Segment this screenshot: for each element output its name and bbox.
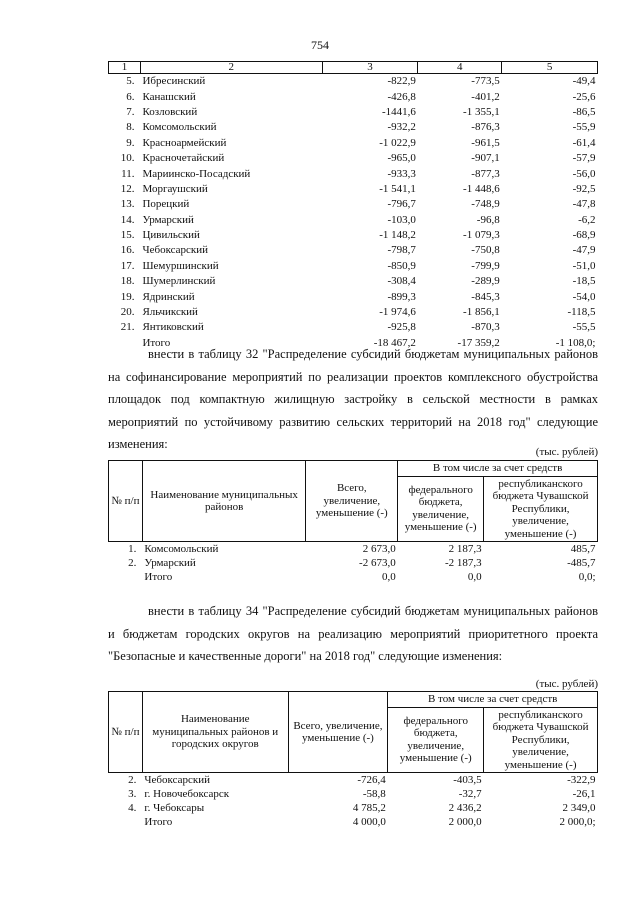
district-name: Мариинско-Посадский [142, 167, 251, 180]
header-name: Наименование муниципальных районов и городских округов [142, 692, 288, 773]
value-federal: -1 448,6 [463, 182, 500, 195]
value-republic: -18,5 [572, 275, 596, 288]
value-federal: -32,7 [458, 788, 482, 800]
district-name: Красноармейский [142, 136, 227, 149]
value-republic: -118,5 [567, 306, 596, 319]
header-name: Наименование муниципальных районов [142, 461, 306, 542]
district-name: Ибресинский [142, 75, 206, 88]
value-federal: -877,3 [471, 167, 500, 180]
value-total: -1 022,9 [379, 136, 416, 149]
district-name: Моргаушский [142, 182, 208, 195]
value-total: -1 148,2 [379, 229, 416, 242]
table-row [109, 289, 598, 304]
district-name: Шемуршинский [142, 259, 219, 272]
table-row [109, 801, 598, 815]
value-total: -18 467,2 [373, 336, 416, 349]
table-continuation [108, 61, 598, 351]
paragraph-table-32 [108, 343, 598, 456]
table-header-row [109, 62, 598, 74]
district-name: Итого [142, 336, 171, 349]
row-number: 8. [126, 121, 135, 134]
column-header: 2 [140, 62, 322, 74]
value-federal: -1 355,1 [463, 105, 500, 118]
paragraph-table-34 [108, 600, 598, 668]
row-number: 1. [128, 543, 137, 555]
row-number: 2. [128, 557, 137, 569]
value-republic: -55,9 [572, 121, 596, 134]
district-name: Канашский [142, 90, 196, 103]
column-header: 3 [322, 62, 418, 74]
header-republic: республиканского бюджета Чувашской Республики, увеличение, уменьшение (-) [484, 707, 598, 773]
value-republic: -86,5 [572, 105, 596, 118]
value-federal: -1 856,1 [463, 306, 500, 319]
district-name: Комсомольский [144, 543, 219, 555]
value-total: -308,4 [387, 275, 416, 288]
value-republic: 2 000,0; [559, 816, 596, 828]
table-row [109, 213, 598, 228]
value-total: -426,8 [387, 90, 416, 103]
table-row [109, 320, 598, 335]
value-total: -965,0 [387, 152, 416, 165]
value-federal: 2 000,0 [448, 816, 482, 828]
value-federal: 2 436,2 [448, 802, 482, 814]
district-name: Урмарский [142, 213, 194, 226]
table-row [109, 556, 598, 570]
district-name: г. Чебоксары [144, 802, 205, 814]
value-republic: -49,4 [572, 75, 596, 88]
row-number [109, 815, 143, 829]
row-number: 12. [120, 182, 135, 195]
district-name: Яльчикский [142, 306, 198, 319]
table-row [109, 815, 598, 829]
row-number: 2. [128, 774, 137, 786]
row-number: 21. [120, 321, 135, 334]
value-federal: -403,5 [453, 774, 482, 786]
value-total: -726,4 [357, 774, 386, 786]
district-name: Итого [144, 571, 173, 583]
value-republic: 485,7 [570, 543, 596, 555]
value-republic: -51,0 [572, 259, 596, 272]
value-total: -850,9 [387, 259, 416, 272]
table-row [109, 197, 598, 212]
value-federal: -876,3 [471, 121, 500, 134]
value-federal: 0,0 [467, 571, 482, 583]
value-federal: -289,9 [471, 275, 500, 288]
value-total: -1441,6 [381, 105, 416, 118]
header-federal: федерального бюджета, увеличение, уменьшение (-) [388, 707, 484, 773]
row-number [109, 570, 143, 584]
district-name: Козловский [142, 105, 198, 118]
header-number: № п/п [109, 692, 143, 773]
value-republic: -6,2 [578, 213, 596, 226]
value-federal: -961,5 [471, 136, 500, 149]
row-number: 6. [126, 90, 135, 103]
table-row [109, 74, 598, 90]
value-total: 2 673,0 [362, 543, 396, 555]
value-total: -822,9 [387, 75, 416, 88]
row-number: 13. [120, 198, 135, 211]
table-row [109, 151, 598, 166]
value-federal: -799,9 [471, 259, 500, 272]
row-number: 11. [121, 167, 135, 180]
district-name: Ядринский [142, 290, 195, 303]
row-number: 16. [120, 244, 135, 257]
row-number: 3. [128, 788, 137, 800]
district-name: Урмарский [144, 557, 196, 569]
value-federal: -845,3 [471, 290, 500, 303]
units-label: (тыс. рублей) [535, 446, 598, 458]
value-republic: -25,6 [572, 90, 596, 103]
table-row [109, 182, 598, 197]
header-republic: республиканского бюджета Чувашской Республики, увеличение, уменьшение (-) [484, 476, 598, 542]
value-federal: -750,8 [471, 244, 500, 257]
paragraph-text: внести в таблицу 32 "Распределение субсидий бюджетам муниципальных районов на софинансирование мероприятий по реализации проектов комплексного обустройства площадок под компактную жилищную застройку в сельской местности в рамках мероприятий по устойчивому развитию сельских территорий на 2018 год" следующие изменения: [108, 347, 598, 451]
header-group: В том числе за счет средств [398, 461, 598, 477]
value-republic: -54,0 [572, 290, 596, 303]
table-row [109, 89, 598, 104]
value-republic: 0,0; [578, 571, 596, 583]
table-row [109, 570, 598, 584]
value-republic: -61,4 [572, 136, 596, 149]
value-federal: -1 079,3 [463, 229, 500, 242]
district-name: Чебоксарский [144, 774, 210, 786]
district-name: г. Новочебоксарск [144, 788, 230, 800]
table-34-changes [108, 691, 598, 829]
value-total: -933,3 [387, 167, 416, 180]
table-row [109, 773, 598, 788]
value-republic: -26,1 [572, 788, 596, 800]
value-federal: -2 187,3 [444, 557, 482, 569]
row-number: 5. [126, 75, 135, 88]
district-name: Красночетайский [142, 152, 225, 165]
value-federal: -907,1 [471, 152, 500, 165]
row-number: 9. [126, 136, 135, 149]
district-name: Комсомольский [142, 121, 217, 134]
table-row [109, 274, 598, 289]
row-number: 10. [120, 152, 135, 165]
table-row [109, 166, 598, 181]
value-total: -932,2 [387, 121, 416, 134]
value-total: -103,0 [387, 213, 416, 226]
district-name: Чебоксарский [142, 244, 209, 257]
value-republic: -56,0 [572, 167, 596, 180]
table-row [109, 120, 598, 135]
value-total: -899,3 [387, 290, 416, 303]
header-group: В том числе за счет средств [388, 692, 598, 708]
value-republic: -92,5 [572, 182, 596, 195]
row-number: 15. [120, 229, 135, 242]
district-name: Янтиковский [142, 321, 204, 334]
value-republic: -1 108,0; [555, 336, 596, 349]
value-republic: 2 349,0 [562, 802, 596, 814]
table-row [109, 136, 598, 151]
district-name: Порецкий [142, 198, 190, 211]
value-total: -798,7 [387, 244, 416, 257]
row-number: 7. [126, 105, 135, 118]
district-name: Итого [144, 816, 173, 828]
row-number: 17. [120, 259, 135, 272]
header-number: № п/п [109, 461, 143, 542]
value-federal: -96,8 [476, 213, 500, 226]
value-total: -58,8 [362, 788, 386, 800]
table-row [109, 305, 598, 320]
value-republic: -47,9 [572, 244, 596, 257]
table-row [109, 228, 598, 243]
table-row [109, 243, 598, 258]
value-total: -1 974,6 [379, 306, 416, 319]
value-republic: -68,9 [572, 229, 596, 242]
column-header: 1 [109, 62, 141, 74]
value-republic: -55,5 [572, 321, 596, 334]
value-total: 4 000,0 [352, 816, 386, 828]
value-federal: 2 187,3 [448, 543, 482, 555]
column-header: 4 [418, 62, 502, 74]
table-row [109, 105, 598, 120]
value-total: 4 785,2 [352, 802, 386, 814]
value-federal: -773,5 [471, 75, 500, 88]
value-republic: -47,8 [572, 198, 596, 211]
value-total: -925,8 [387, 321, 416, 334]
value-federal: -17 359,2 [457, 336, 500, 349]
row-number: 20. [120, 306, 135, 319]
value-federal: -870,3 [471, 321, 500, 334]
page-number: 754 [311, 38, 329, 52]
value-republic: -57,9 [572, 152, 596, 165]
paragraph-text: внести в таблицу 34 "Распределение субсидий бюджетам муниципальных районов и бюджетам городских округов на реализацию мероприятий приоритетного проекта "Безопасные и качественные дороги" на 2018 год" следующие изменения: [108, 604, 598, 663]
value-federal: -748,9 [471, 198, 500, 211]
header-federal: федерального бюджета, увеличение, уменьшение (-) [398, 476, 484, 542]
units-label: (тыс. рублей) [535, 678, 598, 690]
value-federal: -401,2 [471, 90, 500, 103]
value-republic: -322,9 [567, 774, 596, 786]
value-total: 0,0 [381, 571, 396, 583]
table-row [109, 542, 598, 557]
district-name: Шумерлинский [142, 275, 216, 288]
header-total: Всего, увеличение, уменьшение (-) [306, 461, 398, 542]
table-row [109, 787, 598, 801]
value-total: -796,7 [387, 198, 416, 211]
header-total: Всего, увеличение, уменьшение (-) [288, 692, 388, 773]
table-32-changes [108, 460, 598, 584]
value-republic: -485,7 [567, 557, 596, 569]
value-total: -2 673,0 [359, 557, 396, 569]
row-number: 14. [120, 213, 135, 226]
column-header: 5 [502, 62, 598, 74]
value-total: -1 541,1 [379, 182, 416, 195]
row-number: 18. [120, 275, 135, 288]
row-number: 4. [128, 802, 137, 814]
row-number: 19. [120, 290, 135, 303]
table-row [109, 259, 598, 274]
district-name: Цивильский [142, 229, 200, 242]
